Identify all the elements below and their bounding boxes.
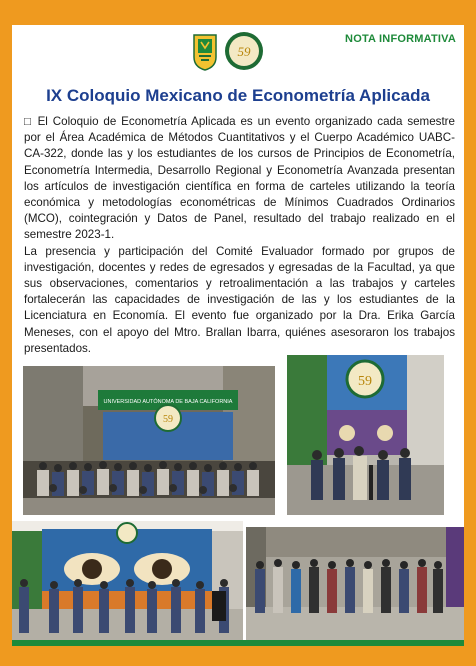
svg-text:UNIVERSIDAD AUTÓNOMA DE BAJA C: UNIVERSIDAD AUTÓNOMA DE BAJA CALIFORNIA [103, 399, 233, 405]
svg-text:59: 59 [237, 44, 251, 59]
nota-informativa-label: NOTA INFORMATIVA [345, 33, 456, 45]
speaker-podium-photo [287, 355, 444, 515]
anniversary-59-logo [224, 31, 264, 71]
bullet-icon: □ [24, 115, 33, 128]
attendees-crowd-photo [246, 527, 464, 640]
footer-green-strip [12, 640, 464, 646]
paragraph-2: La presencia y participación del Comité Evaluador formado por grupos de investigación, docentes y redes de egresados y egresadas de la Facultad, ya que sus observaciones, comentarios y retroalimentación a las trabajos y carteles fortalecerán las capacidades de investigación de las y los estudiantes de la Licenciatura en Economía. El evento fue organizado por la Dra. Erika García Meneses, con el apoyo del Mtro. Brallan Ibarra, quiénes asesoraron los trabajos presentados. [24, 244, 455, 355]
article-body [24, 114, 455, 357]
paragraph-1 [24, 114, 455, 244]
paragraph-1-text: El Coloquio de Econometría Aplicada es un evento organizado cada semestre por el Área Académica de Métodos Cuantitativos y el Cuerpo Académico UABC-CA-322, donde las y los estudiantes de los cursos de Principios de Econometría, Econometría Intermedia, Desarrollo Regional y Econometría Avanzada presentan los artículos de investigación científica en forma de carteles utilizando la teoría económica y metodologías econométricas de Mínimos Cuadrados Ordinarios (MCO), cointegración y Datos de Panel, resultado del trabajo realizado en el semestre 2023-1. [24, 115, 455, 242]
svg-text:59: 59 [358, 374, 372, 389]
svg-text:59: 59 [163, 414, 173, 425]
group-photo-courtyard [23, 366, 275, 515]
group-mural-photo [12, 521, 243, 640]
uabc-shield-logo [192, 33, 218, 71]
page-title: IX Coloquio Mexicano de Econometría Aplicada [46, 86, 430, 105]
